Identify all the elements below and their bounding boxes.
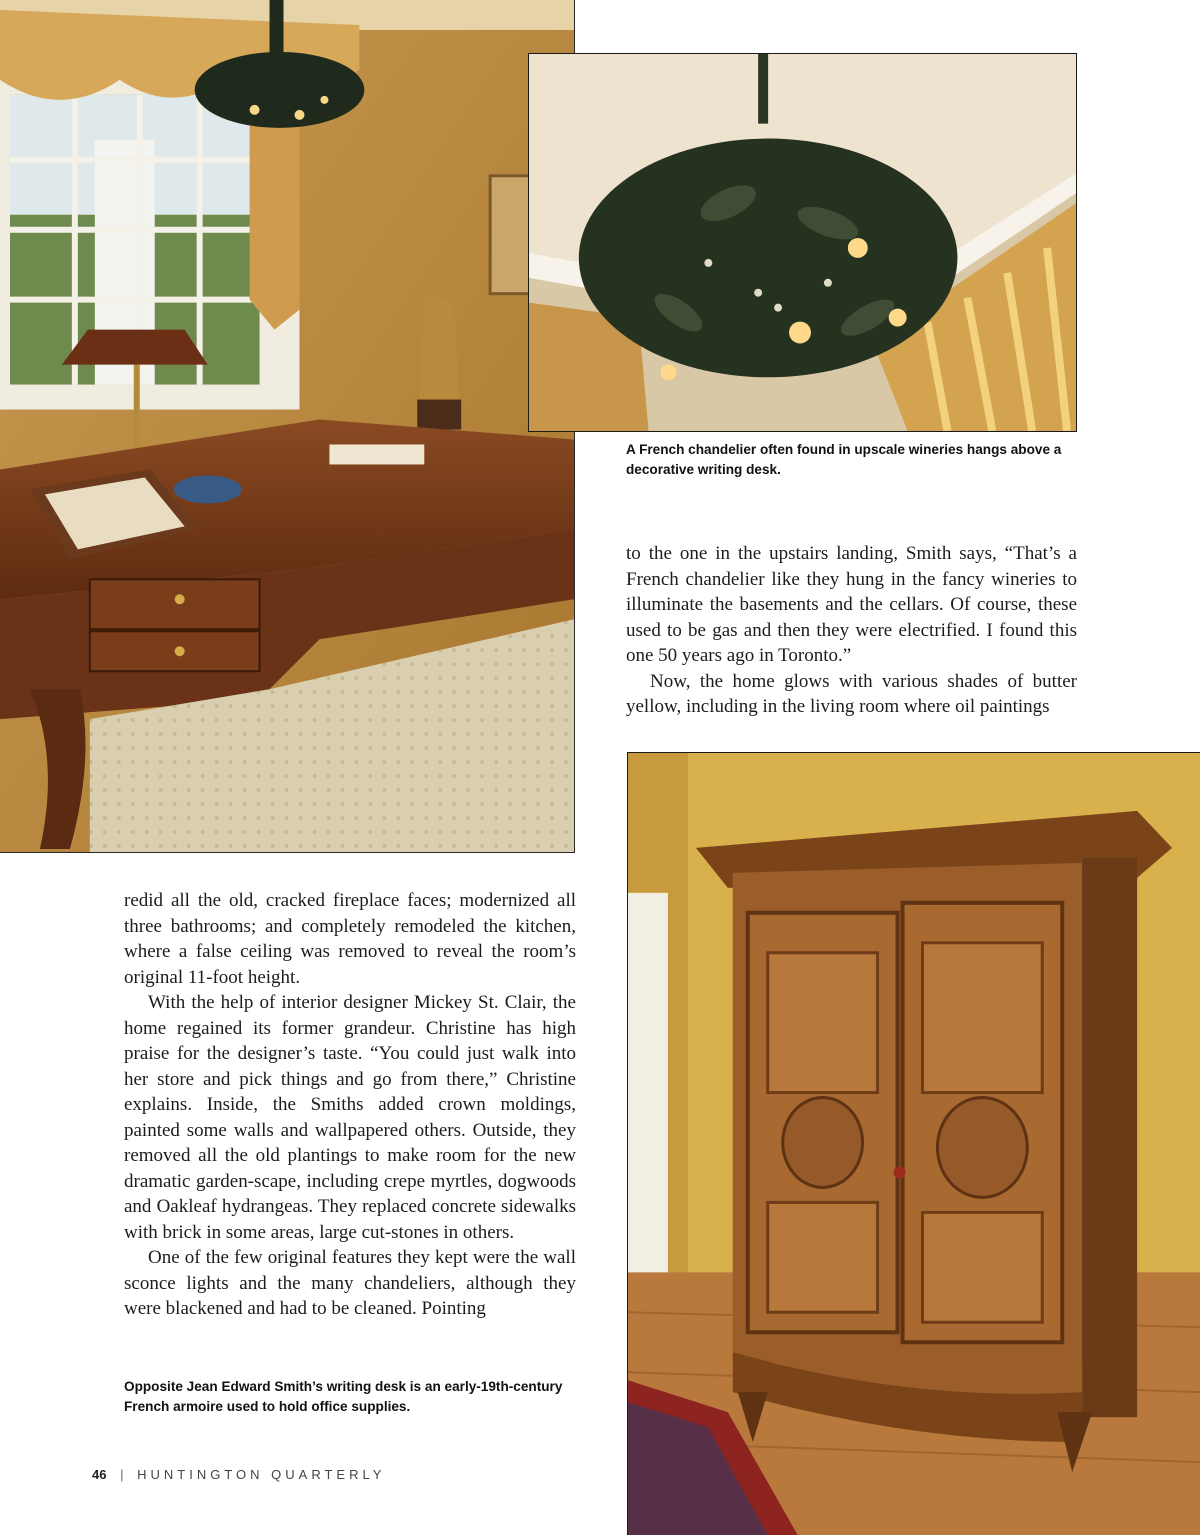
chandelier-photo	[528, 53, 1077, 432]
chandelier-caption: A French chandelier often found in upscale wineries hangs above a decorative writing desk.	[626, 442, 1062, 477]
article-paragraph: Now, the home glows with various shades of butter yellow, including in the living room where oil paintings	[626, 670, 1077, 717]
article-paragraph: With the help of interior designer Mickey St. Clair, the home regained its former grandeur. Christine has high praise for the designer’s taste. “You could just walk into her store and pick things and go from there,” Christine explains. Inside, the Smiths added crown moldings, painted some walls and wallpapered others. Outside, they removed all the old plantings to make room for the new dramatic garden-scape, including crepe myrtles, dogwoods and Oakleaf hydrangeas. They replaced concrete sidewalks with brick in some areas, large cut-stones in others.	[124, 992, 576, 1243]
article-left-column	[124, 888, 576, 1322]
footer-separator: |	[120, 1467, 124, 1482]
page-number: 46	[92, 1467, 107, 1482]
article-paragraph: One of the few original features they kept were the wall sconce lights and the many chandeliers, although they were blackened and had to be cleaned. Pointing	[124, 1247, 576, 1319]
article-paragraph: redid all the old, cracked fireplace faces; modernized all three bathrooms; and completely remodeled the kitchen, where a false ceiling was removed to reveal the room’s original 11-foot height.	[124, 890, 576, 988]
armoire-caption: Opposite Jean Edward Smith’s writing desk is an early-19th-century French armoire used to hold office supplies.	[124, 1379, 563, 1414]
page-footer	[92, 1467, 385, 1482]
armoire-photo	[627, 752, 1200, 1535]
article-right-column	[626, 541, 1077, 720]
desk-room-photo	[0, 0, 575, 853]
publication-name: HUNTINGTON QUARTERLY	[137, 1467, 386, 1482]
article-paragraph: to the one in the upstairs landing, Smith says, “That’s a French chandelier like they hung in the fancy wineries to illuminate the basements and the cellars. Of course, these used to be gas and then they were electrified. I found this one 50 years ago in Toronto.”	[626, 543, 1077, 666]
